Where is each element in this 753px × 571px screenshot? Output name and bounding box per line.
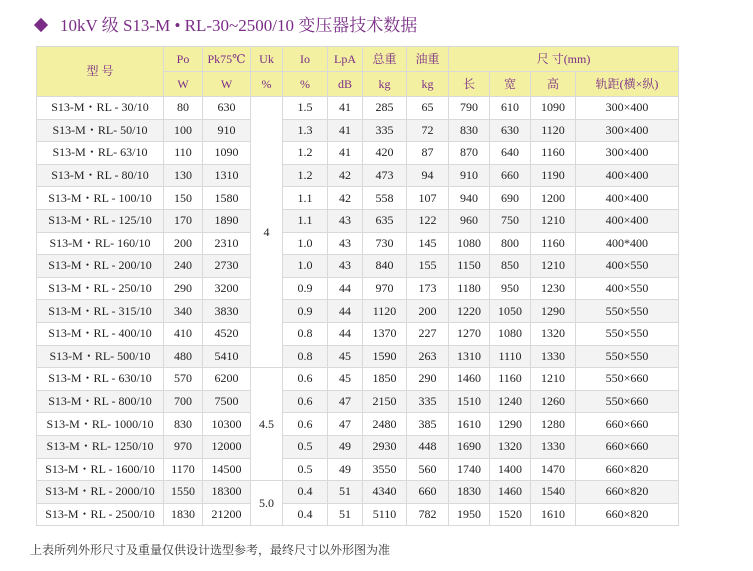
cell-pk: 3200 <box>203 277 251 300</box>
cell-rail: 300×400 <box>576 97 679 120</box>
cell-rail: 550×660 <box>576 368 679 391</box>
cell-po: 970 <box>164 435 203 458</box>
cell-io: 1.1 <box>283 187 328 210</box>
cell-length: 830 <box>449 119 490 142</box>
table-row <box>37 345 679 368</box>
cell-lpa: 41 <box>328 97 363 120</box>
cell-rail: 400×400 <box>576 164 679 187</box>
cell-weight: 970 <box>363 277 407 300</box>
header-width: 宽 <box>490 72 531 97</box>
cell-height: 1470 <box>531 458 576 481</box>
cell-height: 1320 <box>531 322 576 345</box>
cell-oil: 72 <box>407 119 449 142</box>
cell-length: 1220 <box>449 300 490 323</box>
cell-po: 200 <box>164 232 203 255</box>
spec-table <box>36 46 679 526</box>
cell-width: 690 <box>490 187 531 210</box>
cell-rail: 550×660 <box>576 390 679 413</box>
cell-oil: 560 <box>407 458 449 481</box>
cell-model: S13-M・RL - 1600/10 <box>37 458 164 481</box>
cell-length: 1690 <box>449 435 490 458</box>
cell-width: 1080 <box>490 322 531 345</box>
cell-po: 240 <box>164 255 203 278</box>
cell-width: 1400 <box>490 458 531 481</box>
cell-weight: 335 <box>363 119 407 142</box>
cell-weight: 473 <box>363 164 407 187</box>
cell-width: 1460 <box>490 481 531 504</box>
cell-weight: 285 <box>363 97 407 120</box>
cell-height: 1160 <box>531 142 576 165</box>
cell-rail: 400*400 <box>576 232 679 255</box>
cell-lpa: 42 <box>328 164 363 187</box>
cell-io: 0.8 <box>283 322 328 345</box>
cell-height: 1200 <box>531 187 576 210</box>
cell-oil: 448 <box>407 435 449 458</box>
cell-io: 1.0 <box>283 232 328 255</box>
cell-po: 570 <box>164 368 203 391</box>
cell-weight: 5110 <box>363 503 407 526</box>
cell-po: 170 <box>164 209 203 232</box>
unit-io: % <box>283 72 328 97</box>
cell-pk: 2730 <box>203 255 251 278</box>
cell-length: 940 <box>449 187 490 210</box>
cell-uk: 4 <box>251 97 283 368</box>
cell-weight: 2930 <box>363 435 407 458</box>
unit-lpa: dB <box>328 72 363 97</box>
cell-weight: 2150 <box>363 390 407 413</box>
header-io: Io <box>283 47 328 72</box>
cell-po: 130 <box>164 164 203 187</box>
cell-model: S13-M・RL - 30/10 <box>37 97 164 120</box>
cell-rail: 660×660 <box>576 413 679 436</box>
cell-width: 640 <box>490 142 531 165</box>
cell-width: 800 <box>490 232 531 255</box>
cell-po: 480 <box>164 345 203 368</box>
unit-po: W <box>164 72 203 97</box>
cell-weight: 1370 <box>363 322 407 345</box>
cell-lpa: 45 <box>328 368 363 391</box>
cell-weight: 635 <box>363 209 407 232</box>
cell-oil: 94 <box>407 164 449 187</box>
cell-height: 1330 <box>531 435 576 458</box>
cell-length: 910 <box>449 164 490 187</box>
cell-lpa: 47 <box>328 413 363 436</box>
cell-height: 1260 <box>531 390 576 413</box>
cell-width: 1290 <box>490 413 531 436</box>
cell-po: 80 <box>164 97 203 120</box>
cell-io: 1.3 <box>283 119 328 142</box>
cell-rail: 400×400 <box>576 209 679 232</box>
table-row <box>37 142 679 165</box>
table-row <box>37 390 679 413</box>
table-row <box>37 435 679 458</box>
cell-length: 870 <box>449 142 490 165</box>
title-text: 10kV 级 S13-M • RL-30~2500/10 变压器技术数据 <box>60 16 418 35</box>
table-row <box>37 368 679 391</box>
table-row <box>37 481 679 504</box>
cell-length: 790 <box>449 97 490 120</box>
table-row <box>37 232 679 255</box>
cell-weight: 1590 <box>363 345 407 368</box>
cell-lpa: 47 <box>328 390 363 413</box>
cell-width: 1110 <box>490 345 531 368</box>
cell-weight: 420 <box>363 142 407 165</box>
cell-model: S13-M・RL - 125/10 <box>37 209 164 232</box>
cell-weight: 1120 <box>363 300 407 323</box>
cell-rail: 550×550 <box>576 300 679 323</box>
cell-po: 150 <box>164 187 203 210</box>
cell-model: S13-M・RL - 315/10 <box>37 300 164 323</box>
cell-model: S13-M・RL - 2000/10 <box>37 481 164 504</box>
cell-lpa: 51 <box>328 481 363 504</box>
cell-pk: 18300 <box>203 481 251 504</box>
cell-length: 1610 <box>449 413 490 436</box>
table-row <box>37 209 679 232</box>
cell-oil: 65 <box>407 97 449 120</box>
cell-oil: 782 <box>407 503 449 526</box>
cell-rail: 660×820 <box>576 481 679 504</box>
cell-po: 1550 <box>164 481 203 504</box>
cell-po: 1170 <box>164 458 203 481</box>
cell-io: 0.8 <box>283 345 328 368</box>
cell-lpa: 43 <box>328 255 363 278</box>
cell-length: 1950 <box>449 503 490 526</box>
table-body <box>37 97 679 526</box>
page-title <box>36 12 417 40</box>
cell-weight: 840 <box>363 255 407 278</box>
cell-width: 1160 <box>490 368 531 391</box>
header-model: 型 号 <box>37 47 164 97</box>
cell-length: 1830 <box>449 481 490 504</box>
cell-pk: 21200 <box>203 503 251 526</box>
cell-io: 0.6 <box>283 368 328 391</box>
cell-weight: 3550 <box>363 458 407 481</box>
cell-lpa: 45 <box>328 345 363 368</box>
cell-model: S13-M・RL- 50/10 <box>37 119 164 142</box>
cell-io: 1.2 <box>283 164 328 187</box>
cell-length: 1080 <box>449 232 490 255</box>
cell-uk: 4.5 <box>251 368 283 481</box>
cell-io: 0.9 <box>283 300 328 323</box>
cell-lpa: 43 <box>328 209 363 232</box>
cell-pk: 10300 <box>203 413 251 436</box>
cell-height: 1230 <box>531 277 576 300</box>
cell-length: 1180 <box>449 277 490 300</box>
table-row <box>37 503 679 526</box>
cell-height: 1280 <box>531 413 576 436</box>
cell-rail: 550×550 <box>576 345 679 368</box>
cell-height: 1210 <box>531 255 576 278</box>
cell-io: 1.2 <box>283 142 328 165</box>
cell-length: 1510 <box>449 390 490 413</box>
cell-model: S13-M・RL - 800/10 <box>37 390 164 413</box>
cell-height: 1330 <box>531 345 576 368</box>
cell-height: 1210 <box>531 209 576 232</box>
unit-uk: % <box>251 72 283 97</box>
cell-height: 1190 <box>531 164 576 187</box>
cell-lpa: 42 <box>328 187 363 210</box>
cell-lpa: 41 <box>328 119 363 142</box>
cell-io: 1.0 <box>283 255 328 278</box>
cell-pk: 5410 <box>203 345 251 368</box>
cell-width: 610 <box>490 97 531 120</box>
table-row <box>37 97 679 120</box>
footnote: 上表所列外形尺寸及重量仅供设计选型参考，最终尺寸以外形图为准 <box>30 543 391 557</box>
cell-width: 660 <box>490 164 531 187</box>
cell-rail: 660×820 <box>576 458 679 481</box>
cell-po: 340 <box>164 300 203 323</box>
cell-uk: 5.0 <box>251 481 283 526</box>
cell-po: 1830 <box>164 503 203 526</box>
cell-pk: 910 <box>203 119 251 142</box>
cell-width: 630 <box>490 119 531 142</box>
table-row <box>37 164 679 187</box>
table-row <box>37 187 679 210</box>
cell-pk: 14500 <box>203 458 251 481</box>
cell-lpa: 44 <box>328 322 363 345</box>
cell-io: 0.4 <box>283 503 328 526</box>
cell-io: 1.1 <box>283 209 328 232</box>
cell-oil: 263 <box>407 345 449 368</box>
header-oil: 油重 <box>407 47 449 72</box>
cell-width: 750 <box>490 209 531 232</box>
cell-oil: 87 <box>407 142 449 165</box>
cell-oil: 227 <box>407 322 449 345</box>
cell-io: 0.6 <box>283 413 328 436</box>
table-row <box>37 458 679 481</box>
cell-model: S13-M・RL- 63/10 <box>37 142 164 165</box>
cell-oil: 290 <box>407 368 449 391</box>
cell-lpa: 49 <box>328 435 363 458</box>
table-row <box>37 300 679 323</box>
cell-io: 0.5 <box>283 458 328 481</box>
cell-height: 1610 <box>531 503 576 526</box>
cell-weight: 730 <box>363 232 407 255</box>
cell-height: 1090 <box>531 97 576 120</box>
cell-po: 410 <box>164 322 203 345</box>
cell-model: S13-M・RL - 250/10 <box>37 277 164 300</box>
cell-oil: 122 <box>407 209 449 232</box>
diamond-bullet-icon <box>34 18 48 32</box>
cell-po: 700 <box>164 390 203 413</box>
cell-model: S13-M・RL- 1000/10 <box>37 413 164 436</box>
cell-length: 1460 <box>449 368 490 391</box>
header-rail: 轨距(横×纵) <box>576 72 679 97</box>
cell-po: 110 <box>164 142 203 165</box>
cell-oil: 660 <box>407 481 449 504</box>
cell-weight: 1850 <box>363 368 407 391</box>
cell-pk: 1090 <box>203 142 251 165</box>
cell-po: 290 <box>164 277 203 300</box>
cell-rail: 400×550 <box>576 255 679 278</box>
cell-height: 1120 <box>531 119 576 142</box>
cell-height: 1290 <box>531 300 576 323</box>
cell-model: S13-M・RL - 2500/10 <box>37 503 164 526</box>
cell-pk: 6200 <box>203 368 251 391</box>
table-row <box>37 119 679 142</box>
cell-pk: 2310 <box>203 232 251 255</box>
cell-length: 1150 <box>449 255 490 278</box>
cell-height: 1540 <box>531 481 576 504</box>
unit-oil: kg <box>407 72 449 97</box>
cell-model: S13-M・RL - 100/10 <box>37 187 164 210</box>
cell-height: 1210 <box>531 368 576 391</box>
cell-pk: 12000 <box>203 435 251 458</box>
cell-rail: 300×400 <box>576 142 679 165</box>
cell-weight: 558 <box>363 187 407 210</box>
cell-model: S13-M・RL - 400/10 <box>37 322 164 345</box>
unit-pk: W <box>203 72 251 97</box>
header-weight: 总重 <box>363 47 407 72</box>
cell-pk: 4520 <box>203 322 251 345</box>
cell-oil: 385 <box>407 413 449 436</box>
cell-height: 1160 <box>531 232 576 255</box>
cell-oil: 155 <box>407 255 449 278</box>
cell-length: 1310 <box>449 345 490 368</box>
cell-rail: 400×400 <box>576 187 679 210</box>
cell-pk: 1890 <box>203 209 251 232</box>
cell-length: 1270 <box>449 322 490 345</box>
cell-oil: 145 <box>407 232 449 255</box>
cell-pk: 3830 <box>203 300 251 323</box>
cell-model: S13-M・RL - 200/10 <box>37 255 164 278</box>
cell-oil: 335 <box>407 390 449 413</box>
cell-io: 0.5 <box>283 435 328 458</box>
cell-oil: 173 <box>407 277 449 300</box>
table-row <box>37 413 679 436</box>
cell-io: 0.9 <box>283 277 328 300</box>
cell-io: 1.5 <box>283 97 328 120</box>
unit-weight: kg <box>363 72 407 97</box>
header-lpa: LpA <box>328 47 363 72</box>
header-uk: Uk <box>251 47 283 72</box>
table-row <box>37 277 679 300</box>
cell-lpa: 51 <box>328 503 363 526</box>
cell-rail: 300×400 <box>576 119 679 142</box>
cell-model: S13-M・RL- 1250/10 <box>37 435 164 458</box>
cell-pk: 1310 <box>203 164 251 187</box>
cell-length: 1740 <box>449 458 490 481</box>
cell-model: S13-M・RL - 630/10 <box>37 368 164 391</box>
cell-model: S13-M・RL- 160/10 <box>37 232 164 255</box>
cell-rail: 660×820 <box>576 503 679 526</box>
cell-oil: 107 <box>407 187 449 210</box>
header-height: 高 <box>531 72 576 97</box>
cell-rail: 400×550 <box>576 277 679 300</box>
cell-lpa: 44 <box>328 300 363 323</box>
cell-width: 1050 <box>490 300 531 323</box>
cell-width: 1240 <box>490 390 531 413</box>
cell-pk: 7500 <box>203 390 251 413</box>
header-length: 长 <box>449 72 490 97</box>
cell-lpa: 41 <box>328 142 363 165</box>
cell-width: 850 <box>490 255 531 278</box>
cell-model: S13-M・RL - 80/10 <box>37 164 164 187</box>
cell-pk: 1580 <box>203 187 251 210</box>
header-pk: Pk75℃ <box>203 47 251 72</box>
cell-lpa: 49 <box>328 458 363 481</box>
cell-weight: 4340 <box>363 481 407 504</box>
cell-rail: 660×660 <box>576 435 679 458</box>
cell-io: 0.6 <box>283 390 328 413</box>
cell-rail: 550×550 <box>576 322 679 345</box>
cell-po: 100 <box>164 119 203 142</box>
cell-io: 0.4 <box>283 481 328 504</box>
cell-length: 960 <box>449 209 490 232</box>
cell-pk: 630 <box>203 97 251 120</box>
cell-weight: 2480 <box>363 413 407 436</box>
table-row <box>37 322 679 345</box>
header-dims: 尺 寸(mm) <box>449 47 679 72</box>
cell-po: 830 <box>164 413 203 436</box>
table-header <box>37 47 679 97</box>
cell-model: S13-M・RL- 500/10 <box>37 345 164 368</box>
header-po: Po <box>164 47 203 72</box>
table-row <box>37 255 679 278</box>
cell-lpa: 43 <box>328 232 363 255</box>
cell-lpa: 44 <box>328 277 363 300</box>
cell-width: 950 <box>490 277 531 300</box>
cell-oil: 200 <box>407 300 449 323</box>
cell-width: 1520 <box>490 503 531 526</box>
cell-width: 1320 <box>490 435 531 458</box>
